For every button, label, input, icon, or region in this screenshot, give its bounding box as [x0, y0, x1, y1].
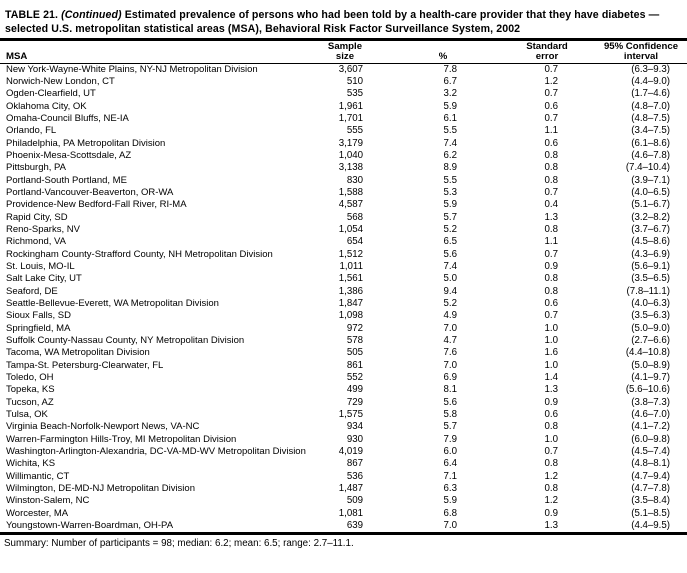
cell-confidence-interval: (3.2–8.2) [631, 211, 670, 223]
cell-sample-size: 934 [346, 421, 363, 433]
table-row [0, 347, 687, 359]
cell-percent: 6.0 [443, 446, 457, 457]
cell-standard-error: 0.8 [544, 224, 558, 236]
cell-percent: 6.5 [443, 236, 457, 248]
cell-msa: Phoenix-Mesa-Scottsdale, AZ [6, 150, 132, 162]
cell-confidence-interval: (4.0–6.5) [631, 187, 670, 199]
col-header-se-line2: error [535, 51, 559, 62]
cell-standard-error: 0.8 [544, 482, 558, 494]
cell-confidence-interval: (3.7–6.7) [631, 224, 670, 236]
cell-standard-error: 0.8 [544, 421, 558, 433]
cell-msa: Omaha-Council Bluffs, NE-IA [6, 113, 129, 125]
col-header-ci-line1: 95% Confidence [603, 41, 679, 52]
table-row [0, 273, 687, 285]
cell-msa: New York-Wayne-White Plains, NY-NJ Metropolitan Division [6, 64, 258, 75]
cell-confidence-interval: (4.8–7.0) [631, 100, 670, 112]
cell-confidence-interval: (4.6–7.8) [631, 150, 670, 162]
cell-sample-size: 535 [346, 88, 363, 100]
cell-confidence-interval: (7.4–10.4) [625, 162, 670, 174]
cell-confidence-interval: (5.0–8.9) [631, 359, 670, 371]
table-row [0, 458, 687, 470]
cell-percent: 7.0 [443, 519, 457, 531]
cell-msa: Suffolk County-Nassau County, NY Metropolitan Division [6, 335, 245, 347]
cell-msa: Ogden-Clearfield, UT [6, 88, 96, 100]
cell-sample-size: 510 [346, 76, 363, 88]
cell-sample-size: 1,011 [339, 261, 363, 273]
cell-percent: 7.6 [443, 347, 457, 359]
cell-percent: 5.9 [443, 100, 457, 112]
col-header-sample-line2: size [335, 51, 355, 62]
cell-percent: 5.7 [443, 211, 457, 223]
cell-sample-size: 1,701 [338, 113, 363, 125]
table-row [0, 101, 687, 113]
cell-msa: Philadelphia, PA Metropolitan Division [6, 137, 166, 149]
table-row [0, 471, 687, 483]
cell-msa: Willimantic, CT [6, 470, 70, 482]
cell-percent: 7.0 [443, 359, 457, 371]
cell-standard-error: 1.0 [544, 335, 558, 347]
cell-sample-size: 1,512 [338, 248, 363, 260]
cell-confidence-interval: (4.8–7.5) [631, 113, 670, 125]
table-body [0, 64, 687, 534]
cell-standard-error: 1.3 [544, 384, 558, 396]
table-row [0, 384, 687, 396]
cell-msa: Seaford, DE [6, 285, 58, 297]
cell-msa: Rockingham County-Strafford County, NH Metropolitan Division [6, 248, 273, 260]
cell-percent: 5.2 [443, 224, 457, 236]
table-row [0, 335, 687, 347]
cell-confidence-interval: (4.0–6.3) [631, 298, 670, 310]
cell-sample-size: 1,386 [338, 285, 363, 297]
col-header-percent [387, 41, 499, 64]
cell-percent: 7.4 [443, 261, 457, 273]
col-header-standard-error [499, 41, 595, 64]
table-title-continued: (Continued) [61, 9, 122, 21]
cell-standard-error: 1.2 [544, 76, 558, 88]
cell-standard-error: 0.7 [544, 248, 558, 260]
cell-confidence-interval: (3.8–7.3) [631, 396, 670, 408]
cell-confidence-interval: (3.4–7.5) [631, 125, 670, 137]
col-header-msa [0, 41, 303, 64]
cell-msa: Salt Lake City, UT [6, 273, 82, 285]
cell-msa: Reno-Sparks, NV [6, 224, 80, 236]
cell-percent: 5.2 [443, 298, 457, 310]
header-row [0, 41, 687, 64]
table-row [0, 199, 687, 211]
cell-confidence-interval: (4.5–7.4) [631, 446, 670, 457]
cell-msa: Tampa-St. Petersburg-Clearwater, FL [6, 359, 164, 371]
cell-standard-error: 1.0 [544, 433, 558, 445]
table-row [0, 125, 687, 137]
cell-confidence-interval: (4.5–8.6) [631, 236, 670, 248]
cell-percent: 6.3 [443, 482, 457, 494]
cell-msa: Orlando, FL [6, 125, 57, 137]
cell-confidence-interval: (1.7–4.6) [631, 88, 670, 100]
table-row [0, 64, 687, 77]
table-row [0, 138, 687, 150]
cell-standard-error: 0.6 [544, 100, 558, 112]
col-header-confidence-interval [595, 41, 687, 64]
cell-standard-error: 0.8 [544, 273, 558, 285]
cell-standard-error: 0.7 [544, 446, 558, 457]
table-row [0, 421, 687, 433]
table-row [0, 150, 687, 162]
cell-percent: 6.8 [443, 507, 457, 519]
cell-percent: 4.7 [443, 335, 457, 347]
cell-standard-error: 0.7 [544, 64, 558, 75]
table-row [0, 236, 687, 248]
cell-standard-error: 0.7 [544, 113, 558, 125]
cell-sample-size: 1,561 [338, 273, 363, 285]
cell-confidence-interval: (3.5–8.4) [631, 495, 670, 507]
table-row [0, 495, 687, 507]
cell-msa: Springfield, MA [6, 322, 71, 334]
cell-percent: 6.2 [443, 150, 457, 162]
table-row [0, 212, 687, 224]
table-row [0, 162, 687, 174]
cell-sample-size: 1,054 [338, 224, 363, 236]
cell-percent: 7.9 [443, 433, 457, 445]
cell-msa: Tacoma, WA Metropolitan Division [6, 347, 150, 359]
cell-percent: 6.7 [443, 76, 457, 88]
cell-confidence-interval: (6.0–9.8) [631, 433, 670, 445]
cell-standard-error: 0.6 [544, 409, 558, 421]
cell-sample-size: 654 [346, 236, 363, 248]
cell-percent: 7.1 [443, 470, 457, 482]
cell-sample-size: 578 [346, 335, 363, 347]
table-title-label: TABLE 21. [5, 9, 62, 21]
cell-confidence-interval: (4.3–6.9) [631, 248, 670, 260]
cell-percent: 4.9 [443, 310, 457, 322]
cell-sample-size: 1,487 [338, 482, 363, 494]
cell-standard-error: 0.6 [544, 137, 558, 149]
cell-msa: Youngstown-Warren-Boardman, OH-PA [6, 519, 174, 531]
cell-sample-size: 1,081 [338, 507, 363, 519]
cell-percent: 9.4 [443, 285, 457, 297]
table-row [0, 187, 687, 199]
cell-standard-error: 1.3 [544, 519, 558, 531]
cell-msa: Tulsa, OK [6, 409, 48, 421]
cell-standard-error: 1.1 [544, 125, 558, 137]
cell-msa: Worcester, MA [6, 507, 69, 519]
cell-confidence-interval: (4.8–8.1) [631, 458, 670, 470]
cell-confidence-interval: (5.6–10.6) [625, 384, 670, 396]
cell-sample-size: 552 [346, 372, 363, 384]
table-row [0, 409, 687, 421]
table-row [0, 88, 687, 100]
cell-msa: Toledo, OH [6, 372, 54, 384]
table-row [0, 298, 687, 310]
cell-percent: 5.3 [443, 187, 457, 199]
col-header-sample-line1: Sample [327, 41, 363, 52]
cell-sample-size: 555 [346, 125, 363, 137]
cell-sample-size: 972 [346, 322, 363, 334]
cell-msa: Tucson, AZ [6, 396, 54, 408]
cell-sample-size: 729 [346, 396, 363, 408]
table-header [0, 41, 687, 64]
cell-msa: Pittsburgh, PA [6, 162, 67, 174]
cell-percent: 5.5 [443, 125, 457, 137]
cell-confidence-interval: (5.1–6.7) [631, 199, 670, 211]
cell-standard-error: 0.4 [544, 199, 558, 211]
cell-standard-error: 0.7 [544, 310, 558, 322]
cell-confidence-interval: (4.6–7.0) [631, 409, 670, 421]
cell-sample-size: 4,587 [338, 199, 363, 211]
table-row [0, 224, 687, 236]
table-row [0, 507, 687, 519]
cell-sample-size: 861 [346, 359, 363, 371]
cell-msa: Virginia Beach-Norfolk-Newport News, VA-NC [6, 421, 200, 433]
cell-msa: St. Louis, MO-IL [6, 261, 75, 273]
cell-standard-error: 0.8 [544, 150, 558, 162]
cell-sample-size: 3,607 [338, 64, 363, 75]
cell-sample-size: 568 [346, 211, 363, 223]
cell-percent: 6.4 [443, 458, 457, 470]
cell-standard-error: 0.9 [544, 396, 558, 408]
cell-msa: Topeka, KS [6, 384, 55, 396]
cell-percent: 5.0 [443, 273, 457, 285]
cell-msa: Wichita, KS [6, 458, 56, 470]
cell-msa: Norwich-New London, CT [6, 76, 115, 88]
cell-confidence-interval: (6.3–9.3) [631, 64, 670, 75]
cell-standard-error: 0.8 [544, 458, 558, 470]
cell-standard-error: 0.8 [544, 285, 558, 297]
cell-percent: 6.1 [443, 113, 457, 125]
table-row [0, 249, 687, 261]
cell-standard-error: 1.6 [544, 347, 558, 359]
table-row [0, 175, 687, 187]
table-row [0, 286, 687, 298]
cell-msa: Washington-Arlington-Alexandria, DC-VA-MD-WV Metropolitan Division [6, 446, 306, 457]
cell-sample-size: 509 [346, 495, 363, 507]
cell-confidence-interval: (4.7–7.8) [631, 482, 670, 494]
cell-confidence-interval: (7.8–11.1) [626, 285, 670, 297]
table-row [0, 323, 687, 335]
cell-msa: Sioux Falls, SD [6, 310, 71, 322]
cell-sample-size: 1,961 [338, 100, 363, 112]
table-row [0, 483, 687, 495]
cell-msa: Oklahoma City, OK [6, 100, 87, 112]
table-row [0, 310, 687, 322]
cell-confidence-interval: (4.1–7.2) [631, 421, 670, 433]
cell-standard-error: 0.7 [544, 187, 558, 199]
cell-percent: 8.1 [443, 384, 457, 396]
cell-sample-size: 1,847 [338, 298, 363, 310]
cell-percent: 6.9 [443, 372, 457, 384]
cell-sample-size: 3,138 [338, 162, 363, 174]
table-row [0, 434, 687, 446]
table-row [0, 113, 687, 125]
cell-confidence-interval: (4.7–9.4) [631, 470, 670, 482]
table-title [0, 9, 687, 36]
cell-sample-size: 536 [346, 470, 363, 482]
cell-msa: Seattle-Bellevue-Everett, WA Metropolitan Division [6, 298, 219, 310]
col-header-ci-line2: interval [623, 51, 659, 62]
cell-msa: Richmond, VA [6, 236, 67, 248]
cell-msa: Portland-South Portland, ME [6, 174, 127, 186]
cell-confidence-interval: (3.5–6.5) [631, 273, 670, 285]
cell-percent: 8.9 [443, 162, 457, 174]
cell-standard-error: 0.7 [544, 88, 558, 100]
cell-standard-error: 0.8 [544, 162, 558, 174]
cell-confidence-interval: (4.4–9.5) [631, 519, 670, 531]
cell-percent: 5.9 [443, 199, 457, 211]
cell-sample-size: 505 [346, 347, 363, 359]
table-row [0, 360, 687, 372]
table-row [0, 397, 687, 409]
cell-percent: 7.8 [443, 64, 457, 75]
col-header-se-line1: Standard [526, 41, 568, 52]
cell-standard-error: 0.9 [544, 507, 558, 519]
cell-sample-size: 499 [346, 384, 363, 396]
cell-confidence-interval: (5.0–9.0) [631, 322, 670, 334]
cell-msa: Portland-Vancouver-Beaverton, OR-WA [6, 187, 174, 199]
cell-sample-size: 4,019 [338, 446, 363, 457]
cell-sample-size: 930 [346, 433, 363, 445]
cell-msa: Warren-Farmington Hills-Troy, MI Metropolitan Division [6, 433, 237, 445]
cell-percent: 5.6 [443, 248, 457, 260]
prevalence-table [0, 41, 687, 535]
col-header-sample-size [303, 41, 387, 64]
table-row [0, 446, 687, 458]
cell-standard-error: 1.0 [544, 322, 558, 334]
cell-sample-size: 1,575 [338, 409, 363, 421]
table-row [0, 372, 687, 384]
cell-standard-error: 1.3 [544, 211, 558, 223]
cell-percent: 5.8 [443, 409, 457, 421]
cell-standard-error: 0.8 [544, 174, 558, 186]
cell-confidence-interval: (5.6–9.1) [631, 261, 670, 273]
cell-standard-error: 1.0 [544, 359, 558, 371]
cell-percent: 5.9 [443, 495, 457, 507]
cell-confidence-interval: (3.5–6.3) [631, 310, 670, 322]
cell-percent: 7.4 [443, 137, 457, 149]
cell-standard-error: 0.6 [544, 298, 558, 310]
cell-confidence-interval: (3.9–7.1) [631, 174, 670, 186]
cell-standard-error: 1.4 [544, 372, 558, 384]
col-header-msa-label: MSA [6, 51, 28, 62]
cell-percent: 5.7 [443, 421, 457, 433]
cell-confidence-interval: (4.1–9.7) [631, 372, 670, 384]
summary-note: Summary: Number of participants = 98; median: 6.2; mean: 6.5; range: 2.7–11.1. [4, 537, 354, 549]
cell-msa: Rapid City, SD [6, 211, 68, 223]
cell-percent: 7.0 [443, 322, 457, 334]
cell-confidence-interval: (6.1–8.6) [631, 137, 670, 149]
cell-percent: 3.2 [443, 88, 457, 100]
cell-sample-size: 639 [346, 519, 363, 531]
cell-msa: Wilmington, DE-MD-NJ Metropolitan Division [6, 482, 195, 494]
cell-standard-error: 1.2 [544, 495, 558, 507]
table-row [0, 261, 687, 273]
cell-sample-size: 1,040 [338, 150, 363, 162]
cell-confidence-interval: (2.7–6.6) [631, 335, 670, 347]
cell-sample-size: 3,179 [338, 137, 363, 149]
cell-msa: Providence-New Bedford-Fall River, RI-MA [6, 199, 187, 211]
cell-percent: 5.6 [443, 396, 457, 408]
table-row [0, 520, 687, 534]
cell-percent: 5.5 [443, 174, 457, 186]
col-header-percent-label: % [438, 51, 448, 62]
cell-sample-size: 867 [346, 458, 363, 470]
cell-confidence-interval: (4.4–9.0) [631, 76, 670, 88]
table-title-text: Estimated prevalence of persons who had been told by a health-care provider that they have diabetes — selected U.S. metropolitan statistical areas (MSA), Behavioral Risk Factor Surveillance System, 2002 [5, 9, 660, 35]
cell-standard-error: 1.1 [544, 236, 558, 248]
cell-standard-error: 1.2 [544, 470, 558, 482]
cell-standard-error: 0.9 [544, 261, 558, 273]
cell-confidence-interval: (4.4–10.8) [625, 347, 670, 359]
cell-sample-size: 1,588 [338, 187, 363, 199]
table-row [0, 76, 687, 88]
cell-sample-size: 1,098 [338, 310, 363, 322]
cell-sample-size: 830 [346, 174, 363, 186]
cell-confidence-interval: (5.1–8.5) [631, 507, 670, 519]
cell-msa: Winston-Salem, NC [6, 495, 90, 507]
